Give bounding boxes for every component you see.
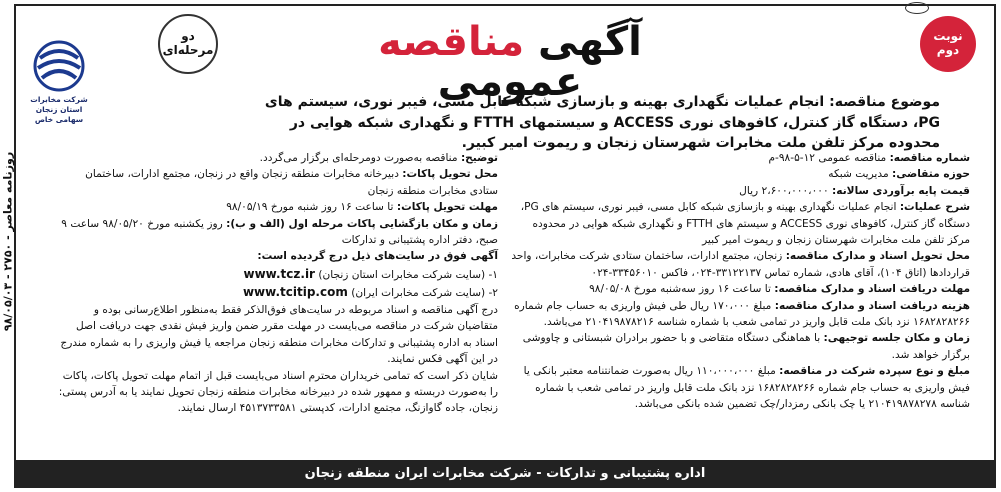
docs-deadline: مهلت دریافت اسناد و مدارک مناقصه: تا ساعت ۱۶ روز سه‌شنبه مورخ ۹۸/۰۵/۰۸	[589, 283, 970, 296]
site-2: ۲- (سایت شرکت مخابرات ایران) www.tcitip.com	[242, 285, 498, 300]
operations-desc: شرح عملیات: انجام عملیات نگهداری بهینه و بازسازی شبکه کابل مسی، فیبر نوری، سیستم های PG، دستگاه گاز کنترل، کافوهای نوری ACCESS و سیستم های FTTH و نگهداری شبکه هوایی در محدوده مرکز تلفن ملت مخابرات شهرستان زنجان و ریموت امیر کبیر	[520, 201, 970, 247]
badge-right-line2: دوم	[936, 43, 960, 57]
briefing-meeting: زمان و مکان جلسه توجیهی: با هماهنگی دستگاه متقاضی و با حضور برادران شبستانی و چاووشی برگزار خواهد شد.	[522, 332, 970, 361]
site-2-link[interactable]: www.tcitip.com	[242, 285, 348, 300]
info-paragraph-1: درج آگهی مناقصه و اسناد مربوطه در سایت‌های فوق‌الذکر فقط به‌منظور اطلاع‌رسانی بوده و متقاضیان شرکت در مناقصه می‌بایست در مهلت مقرر ضمن واریز فیش نقدی جهت دریافت اصل اسناد به اداره پشتیبانی و تدارکات مخابرات منطقه زنجان مراجعه یا فیش واریزی را به شماره مندرج در این آگهی فکس نمایند.	[60, 304, 498, 366]
docs-fee: هزینه دریافت اسناد و مدارک مناقصه: مبلغ ۱۷۰،۰۰۰ ریال طی فیش واریزی به حساب جام شماره ۱۶۸۲۸۲۸۲۶۶ نزد بانک ملت قابل واریز در تمامی شعب با شماره شناسه ۲۱۰۴۱۹۸۷۸۲۱۶ می‌باشد.	[514, 299, 970, 329]
badge-left-line1: دو	[181, 29, 195, 44]
logo-type: سهامی خاص	[34, 114, 84, 124]
deposit: مبلغ و نوع سپرده شرکت در مناقصه: مبلغ ۱۱۰،۰۰۰،۰۰۰ ریال به‌صورت ضمانتنامه معتبر بانکی یا فیش واریزی به حساب جام شماره ۱۶۸۲۸۲۸۲۶۶ نزد بانک ملت قابل واریز در تمامی شعب با شماره شناسه ۲۱۰۴۱۹۸۷۸۲۷۸ یا چک بانکی رمزدار/چک تضمین شده بانکی می‌باشد.	[523, 365, 970, 411]
tender-number: شماره مناقصه: مناقصه عمومی ۱۲-۵-۹۸-م	[768, 152, 970, 164]
envelope-delivery-place: محل تحویل پاکات: دبیرخانه مخابرات منطقه زنجان واقع در زنجان، مجتمع ادارات، ساختمان ستادی مخابرات منطقه زنجان	[85, 168, 498, 197]
badge-left-line2: مرحله‌ای	[162, 43, 214, 57]
site-1-link[interactable]: www.tcz.ir	[243, 266, 315, 281]
stamp-mark	[905, 2, 929, 14]
title-part-2: مناقصه	[378, 19, 525, 65]
docs-delivery-place: محل تحویل اسناد و مدارک مناقصه: زنجان، مجتمع ادارات، ساختمان ستادی شرکت مخابرات، واحد قراردادها (اتاق ۱۰۴)، آقای هادی، شماره تماس ۳۳۱۲۲۱۳۷-۰۲۴، فاکس ۳۳۴۵۶۰۱۰-۰۲۴	[511, 250, 970, 279]
details-right-column	[510, 150, 970, 413]
page-title	[300, 19, 720, 105]
two-stage-badge	[158, 14, 218, 74]
logo-caption	[18, 95, 100, 124]
company-logo-icon	[28, 40, 90, 92]
footer-bar	[14, 460, 996, 488]
side-strip	[0, 10, 15, 480]
subject-label: موضوع مناقصه:	[829, 94, 940, 110]
base-price: قیمت پایه برآوردی سالانه: ۲،۶۰۰،۰۰۰،۰۰۰ ریال	[739, 184, 970, 197]
side-strip-text: روزنامه معاصر - ۲۷۵۰ - ۹۸/۰۵/۰۳	[1, 151, 15, 332]
title-part-3: عمومی	[437, 59, 583, 105]
logo-company: شرکت مخابرات استان زنجان	[30, 95, 88, 114]
sites-title: آگهی فوق در سایت‌های ذیل درج گردیده است:	[257, 250, 498, 263]
subject	[250, 92, 940, 154]
footer-text: اداره پشتیبانی و تدارکات - شرکت مخابرات ایران منطقه زنجان	[304, 466, 706, 481]
second-round-badge	[920, 16, 976, 72]
info-paragraph-2: شایان ذکر است که تمامی خریداران محترم اسناد می‌بایست قبل از اتمام مهلت تحویل پاکات، پاکات را به‌صورت دربسته و ممهور شده در دبیرخانه مخابرات منطقه زنجان تحویل نمایند یا به آدرس پستی: زنجان، جاده گاوازنگ، مجتمع ادارات، کدپستی ۴۵۱۳۷۳۳۵۸۱ ارسال نمایند.	[58, 369, 498, 415]
subject-text: انجام عملیات نگهداری بهینه و بازسازی شبکه کابل مسی، فیبر نوری، سیستم های PG، دستگاه گاز کنترل، کافوهای نوری ACCESS و سیستمهای FTTH و نگهداری شبکه هوایی در محدوده مرکز تلفن ملت مخابرات شهرستان زنجان و ریموت امیر کبیر.	[264, 94, 940, 152]
envelope-opening: زمان و مکان بازگشایی پاکات مرحله اول (الف و ب): روز یکشنبه مورخ ۹۸/۰۵/۲۰ ساعت ۹ صبح، دفتر اداره پشتیبانی و تدارکات	[61, 217, 498, 247]
envelope-deadline: مهلت تحویل پاکات: تا ساعت ۱۶ روز شنبه مورخ ۹۸/۰۵/۱۹	[226, 201, 498, 214]
title-part-1: آگهی	[524, 19, 642, 65]
site-1: ۱- (سایت شرکت مخابرات استان زنجان) www.tcz.ir	[243, 266, 498, 281]
badge-right-line1: نوبت	[933, 29, 963, 44]
note: توضیح: مناقصه به‌صورت دومرحله‌ای برگزار می‌گردد.	[259, 152, 498, 164]
details-left-column	[58, 150, 498, 417]
requesting-area: حوزه متقاضی: مدیریت شبکه	[828, 168, 970, 181]
